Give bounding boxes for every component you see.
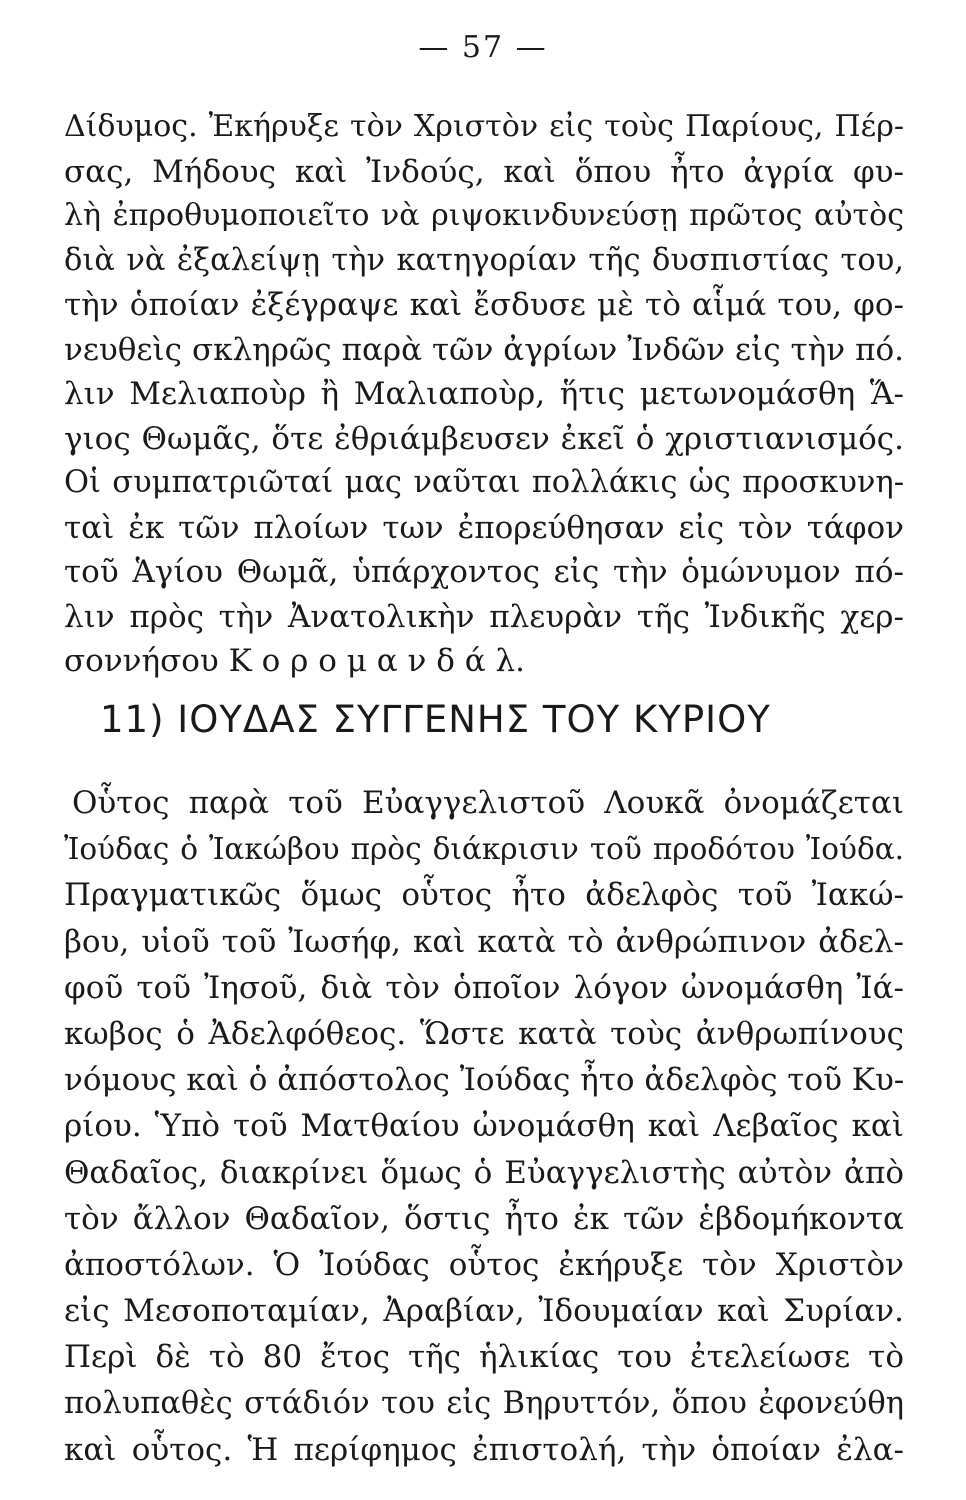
text-line: σοννήσου Κ ο ρ ο μ α ν δ ά λ.: [64, 643, 526, 679]
text-line: εἰς Μεσοποταμίαν, Ἀραβίαν, Ἰδουμαίαν καὶ Συρίαν.: [64, 1293, 904, 1330]
text-line: ρίου. Ὑπὸ τοῦ Ματθαίου ὠνομάσθη καὶ Λεβαῖος καὶ: [64, 1108, 904, 1145]
text-line: τοῦ Ἁγίου Θωμᾶ, ὑπάρχοντος εἰς τὴν ὁμώνυμον πό-: [64, 554, 904, 590]
text-line: Πραγματικῶς ὅμως οὗτος ἦτο ἀδελφὸς τοῦ Ἰακώ-: [64, 877, 904, 914]
text-line: βου, υἱοῦ τοῦ Ἰωσήφ, καὶ κατὰ τὸ ἀνθρώπινον ἀδελ-: [64, 923, 904, 960]
text-line: λιν πρὸς τὴν Ἀνατολικὴν πλευρὰν τῆς Ἰνδικῆς χερ-: [64, 598, 904, 635]
text-line: νευθεὶς σκληρῶς παρὰ τῶν ἀγρίων Ἰνδῶν εἰς τὴν πό.: [64, 331, 904, 368]
text-line: νόμους καὶ ὁ ἀπόστολος Ἰούδας ἦτο ἀδελφὸς τοῦ Κυ-: [64, 1062, 905, 1099]
text-line: Ἰούδας ὁ Ἰακώβου πρὸς διάκρισιν τοῦ προδότου Ἰούδα.: [64, 832, 904, 867]
section-heading: 11) ΙΟΥΔΑΣ ΣΥΓΓΕΝΗΣ ΤΟΥ ΚΥΡΙΟΥ: [100, 698, 771, 741]
text-line: φοῦ τοῦ Ἰησοῦ, διὰ τὸν ὁποῖον λόγον ὠνομάσθη Ἰά-: [64, 969, 904, 1006]
text-line: πολυπαθὲς στάδιόν του εἰς Βηρυττόν, ὅπου ἐφονεύθη: [64, 1385, 904, 1421]
text-line: Οἱ συμπατριῶταί μας ναῦται πολλάκις ὡς προσκυνη-: [64, 465, 904, 500]
text-line: κωβος ὁ Ἀδελφόθεος. Ὥστε κατὰ τοὺς ἀνθρωπίνους: [64, 1016, 904, 1052]
text-line: τὸν ἄλλον Θαδαῖον, ὅστις ἦτο ἐκ τῶν ἑβδομήκοντα: [64, 1200, 904, 1237]
text-line: σας, Μήδους καὶ Ἰνδούς, καὶ ὅπου ἦτο ἀγρία φυ-: [64, 153, 904, 190]
text-line: ἀποστόλων. Ὁ Ἰούδας οὗτος ἐκήρυξε τὸν Χριστὸν: [64, 1247, 904, 1283]
text-line: λὴ ἐπροθυμοποιεῖτο νὰ ριψοκινδυνεύσῃ πρῶτος αὐτὸς: [64, 198, 904, 233]
text-line: Οὗτος παρὰ τοῦ Εὐαγγελιστοῦ Λουκᾶ ὀνομάζεται: [72, 785, 904, 821]
text-line: ταὶ ἐκ τῶν πλοίων των ἐπορεύθησαν εἰς τὸν τάφον: [64, 509, 904, 546]
text-line: διὰ νὰ ἐξαλείψῃ τὴν κατηγορίαν τῆς δυσπιστίας του,: [64, 242, 904, 278]
text-line: Δίδυμος. Ἐκήρυξε τὸν Χριστὸν εἰς τοὺς Παρίους, Πέρ-: [64, 109, 904, 144]
text-line: γιος Θωμᾶς, ὅτε ἐθριάμβευσεν ἐκεῖ ὁ χριστιανισμός.: [64, 420, 904, 457]
text-line: Θαδαῖος, διακρίνει ὅμως ὁ Εὐαγγελιστὴς αὐτὸν ἀπὸ: [64, 1154, 904, 1191]
text-line: καὶ οὗτος. Ἡ περίφημος ἐπιστολή, τὴν ὁποίαν ἐλα-: [64, 1431, 904, 1468]
text-line: λιν Μελιαποὺρ ἢ Μαλιαποὺρ, ἥτις μετωνομάσθη Ἅ-: [64, 376, 904, 412]
text-line: Περὶ δὲ τὸ 80 ἔτος τῆς ἡλικίας του ἐτελείωσε τὸ: [64, 1339, 904, 1376]
text-line: τὴν ὁποίαν ἐξέγραψε καὶ ἔσδυσε μὲ τὸ αἷμά του, φο-: [64, 287, 904, 323]
page-number: — 57 —: [418, 30, 548, 65]
